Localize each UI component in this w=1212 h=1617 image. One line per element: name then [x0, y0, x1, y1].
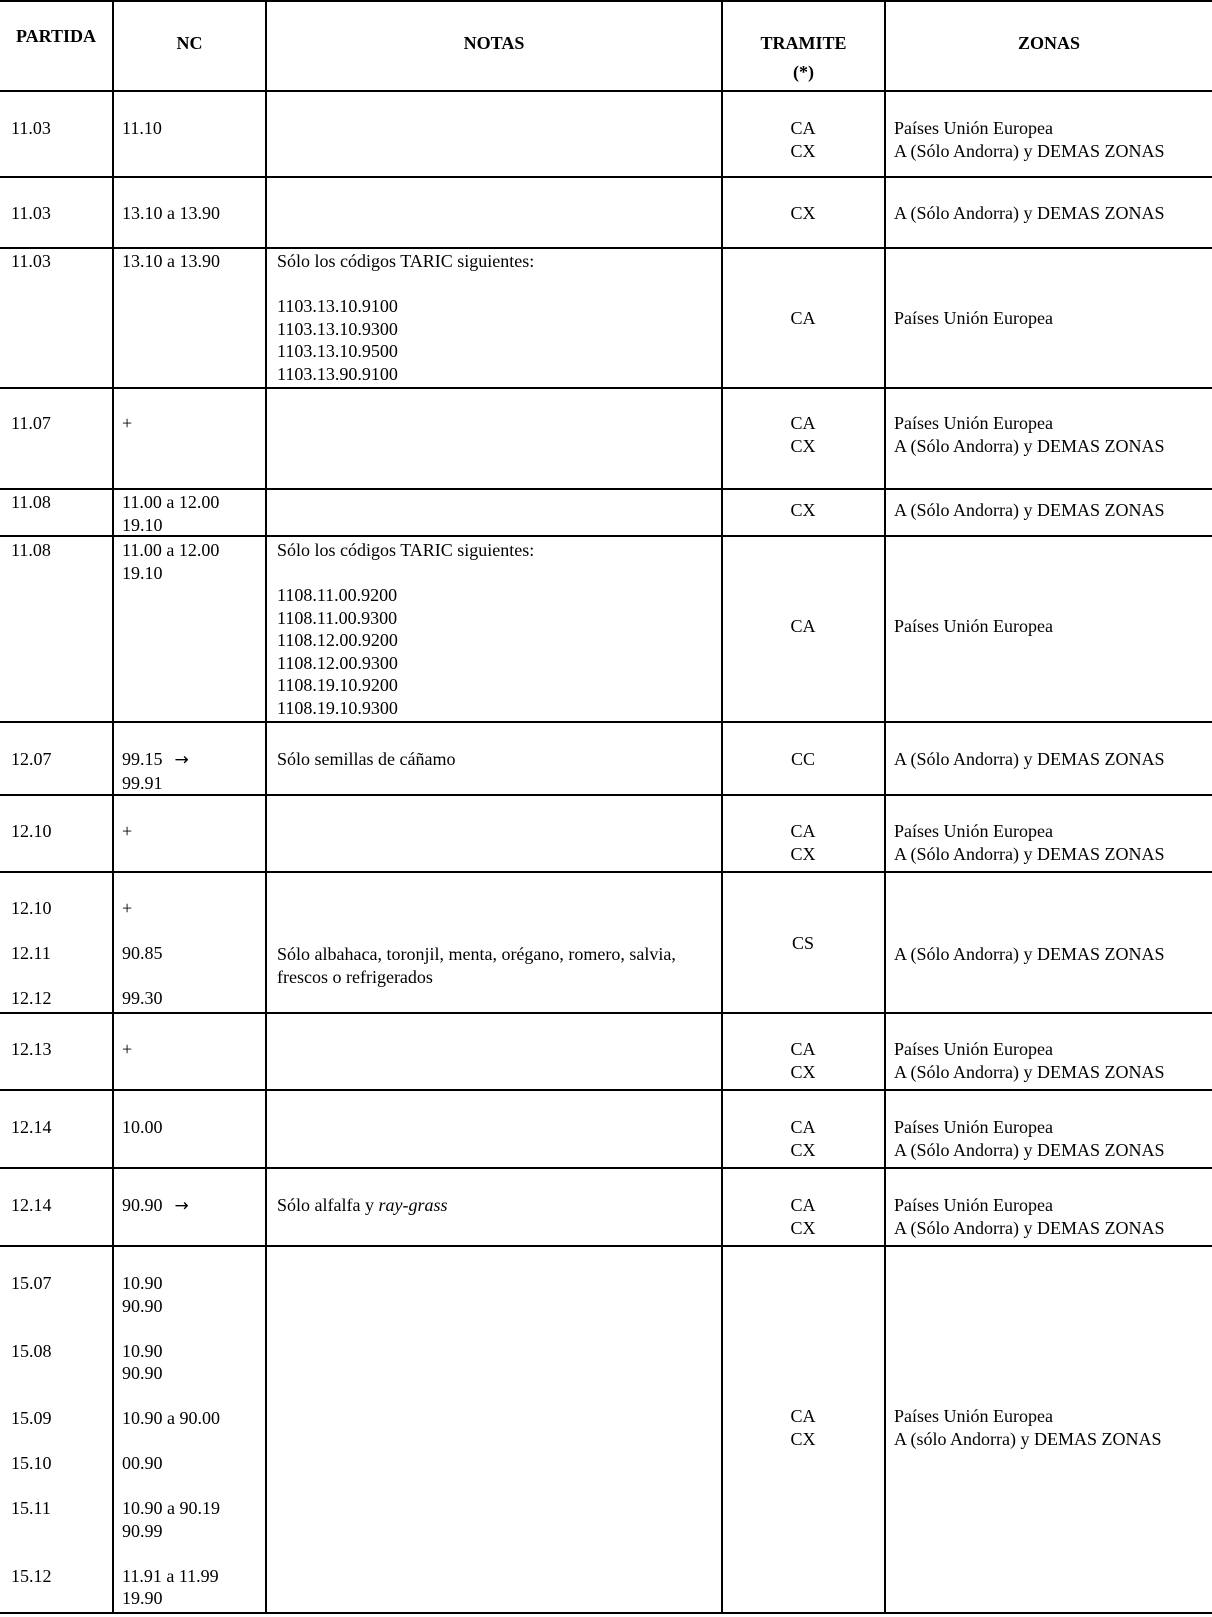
zona-text: A (Sólo Andorra) y DEMAS ZONAS — [894, 1061, 1165, 1082]
nc-code: 19.10 — [122, 514, 163, 535]
header-partida: PARTIDA — [15, 26, 97, 46]
cell-tramite — [722, 820, 884, 865]
cell-nc — [122, 539, 219, 584]
nc-code: 90.90 — [122, 1363, 163, 1383]
partida-code: 12.14 — [11, 1195, 52, 1215]
cell-nc — [122, 897, 163, 1010]
zona-text: Países Unión Europea — [894, 413, 1053, 433]
tramite-code: CX — [790, 203, 816, 223]
column-divider — [265, 0, 267, 1614]
row-divider — [0, 1245, 1212, 1247]
row-divider — [0, 794, 1212, 796]
header-notas: NOTAS — [463, 33, 525, 53]
taric-code: 1108.11.00.9200 — [277, 585, 398, 605]
cell-tramite — [722, 1038, 884, 1083]
nc-code: 11.10 — [122, 118, 162, 138]
zona-text: Países Unión Europea — [894, 1406, 1053, 1426]
nc-code: 11.00 a 12.00 — [122, 540, 220, 560]
partida-code: 15.08 — [11, 1340, 52, 1361]
tramite-code: CX — [790, 1061, 816, 1082]
tramite-code: CS — [791, 933, 815, 953]
tramite-code: CC — [790, 749, 815, 769]
cell-tramite — [722, 615, 884, 638]
tramite-code: CX — [790, 435, 816, 456]
taric-code: 1108.19.10.9200 — [277, 675, 398, 695]
tramite-code: CX — [790, 500, 816, 520]
cell-tramite — [722, 499, 884, 522]
partida-code: 11.08 — [11, 492, 51, 512]
table-border-top — [0, 0, 1212, 2]
cell-zonas — [894, 1194, 1165, 1239]
cell-nc — [122, 820, 132, 843]
partida-code: 15.11 — [11, 1498, 51, 1518]
partida-code: 12.13 — [11, 1039, 52, 1059]
nc-code: 10.00 — [122, 1117, 163, 1137]
cell-notas — [277, 748, 455, 771]
tramite-code: CA — [790, 413, 816, 433]
tramite-code: CA — [790, 821, 816, 841]
nota-text: Sólo alfalfa y — [277, 1195, 379, 1215]
nc-code: 99.91 — [122, 772, 163, 793]
header-divider — [0, 90, 1212, 92]
cell-partida — [11, 1116, 52, 1139]
table-border-bottom — [0, 1612, 1212, 1614]
taric-code: 1108.19.10.9300 — [277, 697, 398, 718]
zona-text: A (Sólo Andorra) y DEMAS ZONAS — [894, 749, 1165, 769]
tramite-code: CX — [790, 140, 816, 161]
nc-code: 11.00 a 12.00 — [122, 492, 220, 512]
partida-code: 15.07 — [11, 1273, 52, 1293]
cell-partida — [11, 748, 52, 771]
header-zonas: ZONAS — [1017, 33, 1080, 53]
cell-tramite — [722, 1116, 884, 1161]
cell-partida — [11, 1194, 52, 1217]
cell-partida — [11, 412, 51, 435]
nc-code: + — [122, 413, 133, 433]
arrow-right-icon: → — [174, 1196, 189, 1216]
partida-code: 12.14 — [11, 1117, 52, 1137]
cell-tramite — [722, 748, 884, 771]
partida-code: 12.12 — [11, 988, 52, 1008]
cell-zonas — [894, 820, 1165, 865]
zona-text: Países Unión Europea — [894, 1195, 1053, 1215]
tramite-code: CX — [790, 1428, 816, 1449]
zona-text: A (Sólo Andorra) y DEMAS ZONAS — [894, 1139, 1165, 1160]
nc-code: + — [122, 898, 133, 918]
cell-nc — [122, 1194, 189, 1218]
row-divider — [0, 488, 1212, 490]
tramite-code: CA — [790, 308, 816, 328]
cell-tramite — [722, 202, 884, 225]
taric-code: 1108.11.00.9300 — [277, 607, 398, 628]
cell-nc — [122, 491, 219, 536]
cell-partida — [11, 117, 51, 140]
row-divider — [0, 247, 1212, 249]
cell-partida — [11, 820, 52, 843]
nota-text: Sólo los códigos TARIC siguientes: — [277, 251, 535, 271]
nota-text: Sólo albahaca, toronjil, menta, orégano, romero, salvia, — [277, 944, 676, 964]
cell-tramite — [722, 117, 884, 162]
cell-zonas — [894, 117, 1165, 162]
cell-tramite — [722, 1405, 884, 1450]
nc-code: 13.10 a 13.90 — [122, 203, 220, 223]
zona-text: A (Sólo Andorra) y DEMAS ZONAS — [894, 435, 1165, 456]
tramite-code: CA — [790, 1039, 816, 1059]
partida-code: 11.03 — [11, 251, 51, 271]
zona-text: Países Unión Europea — [894, 616, 1053, 636]
row-divider — [0, 1167, 1212, 1169]
row-divider — [0, 387, 1212, 389]
zona-text: Países Unión Europea — [894, 308, 1053, 328]
partida-code: 12.07 — [11, 749, 52, 769]
zona-text: Países Unión Europea — [894, 118, 1053, 138]
nc-code: 90.90 — [122, 1195, 163, 1215]
zona-text: A (Sólo Andorra) y DEMAS ZONAS — [894, 1217, 1165, 1238]
nc-code: 90.99 — [122, 1520, 163, 1541]
taric-code: 1108.12.00.9200 — [277, 630, 398, 650]
cell-notas — [277, 539, 534, 719]
cell-partida — [11, 1272, 52, 1587]
cell-zonas — [894, 499, 1165, 522]
arrow-right-icon: → — [174, 750, 189, 770]
nc-code: 00.90 — [122, 1453, 163, 1473]
nc-code: + — [122, 1039, 133, 1059]
cell-partida — [11, 539, 51, 562]
cell-tramite — [722, 412, 884, 457]
partida-code: 12.10 — [11, 898, 52, 918]
zona-text: A (sólo Andorra) y DEMAS ZONAS — [894, 1428, 1162, 1449]
cell-partida — [11, 250, 51, 273]
header-tramite-note: (*) — [793, 62, 814, 82]
partida-code: 11.08 — [11, 540, 51, 560]
partida-code: 15.10 — [11, 1453, 52, 1473]
cell-zonas — [894, 943, 1165, 966]
cell-partida — [11, 202, 51, 225]
nota-italic-text: ray-grass — [378, 1195, 448, 1215]
cell-partida — [11, 491, 51, 514]
nc-code: 10.90 a 90.00 — [122, 1408, 220, 1428]
row-divider — [0, 1089, 1212, 1091]
cell-tramite — [722, 1194, 884, 1239]
cell-zonas — [894, 615, 1053, 638]
header-nc: NC — [176, 33, 203, 53]
zona-text: Países Unión Europea — [894, 821, 1053, 841]
cell-notas — [277, 1194, 448, 1217]
cell-zonas — [894, 1405, 1162, 1450]
nc-code: 10.90 a 90.19 — [122, 1498, 220, 1518]
row-divider — [0, 871, 1212, 873]
tramite-code: CA — [790, 1406, 816, 1426]
nc-code: 13.10 a 13.90 — [122, 251, 220, 271]
zona-text: A (Sólo Andorra) y DEMAS ZONAS — [894, 140, 1165, 161]
cell-nc — [122, 202, 220, 225]
nc-code: 19.90 — [122, 1588, 163, 1608]
cell-nc — [122, 1116, 163, 1139]
cell-nc — [122, 1272, 220, 1610]
nc-code: 19.10 — [122, 562, 163, 583]
zona-text: A (Sólo Andorra) y DEMAS ZONAS — [894, 944, 1165, 964]
taric-code: 1103.13.10.9300 — [277, 318, 398, 339]
taric-code: 1103.13.10.9100 — [277, 296, 398, 316]
nc-code: 11.91 a 11.99 — [122, 1565, 219, 1586]
taric-code: 1108.12.00.9300 — [277, 652, 398, 673]
column-divider — [721, 0, 723, 1614]
cell-zonas — [894, 748, 1165, 771]
partida-code: 12.11 — [11, 943, 51, 963]
nota-text: frescos o refrigerados — [277, 966, 433, 987]
nc-code: 10.90 — [122, 1273, 163, 1293]
partida-code: 12.10 — [11, 821, 52, 841]
column-divider — [112, 0, 114, 1614]
partida-code: 11.03 — [11, 203, 51, 223]
zona-text: A (Sólo Andorra) y DEMAS ZONAS — [894, 843, 1165, 864]
header-tramite — [723, 29, 884, 87]
nc-code: 99.30 — [122, 988, 163, 1008]
cell-zonas — [894, 307, 1053, 330]
nota-text: Sólo semillas de cáñamo — [277, 749, 456, 769]
nc-code: + — [122, 821, 133, 841]
zona-text: A (Sólo Andorra) y DEMAS ZONAS — [894, 500, 1165, 520]
partida-code: 15.09 — [11, 1408, 52, 1428]
taric-code: 1103.13.10.9500 — [277, 341, 398, 361]
nc-code: 90.85 — [122, 943, 163, 963]
row-divider — [0, 176, 1212, 178]
tramite-code: CA — [790, 616, 816, 636]
cell-nc — [122, 250, 220, 273]
row-divider — [0, 721, 1212, 723]
cell-notas — [277, 250, 534, 385]
nota-text: Sólo los códigos TARIC siguientes: — [277, 540, 535, 560]
row-divider — [0, 1012, 1212, 1014]
partida-code: 11.07 — [11, 413, 51, 433]
cell-tramite — [722, 307, 884, 330]
column-divider — [884, 0, 886, 1614]
tramite-code: CX — [790, 1217, 816, 1238]
header-tramite-label: TRAMITE — [760, 33, 847, 53]
partida-code: 15.12 — [11, 1565, 52, 1586]
nc-code: 90.90 — [122, 1295, 163, 1316]
cell-partida — [11, 897, 52, 1010]
cell-tramite — [722, 932, 884, 955]
cell-partida — [11, 1038, 52, 1061]
zona-text: Países Unión Europea — [894, 1117, 1053, 1137]
nc-code: 10.90 — [122, 1340, 163, 1361]
tramite-code: CA — [790, 1117, 816, 1137]
cell-zonas — [894, 1038, 1165, 1083]
nc-code: 99.15 — [122, 749, 163, 769]
cell-nc — [122, 412, 132, 435]
cell-nc — [122, 748, 189, 794]
cell-notas — [277, 943, 676, 988]
cell-zonas — [894, 412, 1165, 457]
cell-zonas — [894, 202, 1165, 225]
tramite-code: CA — [790, 1195, 816, 1215]
cell-zonas — [894, 1116, 1165, 1161]
tramite-code: CX — [790, 843, 816, 864]
zona-text: Países Unión Europea — [894, 1039, 1053, 1059]
zona-text: A (Sólo Andorra) y DEMAS ZONAS — [894, 203, 1165, 223]
partida-code: 11.03 — [11, 118, 51, 138]
taric-code: 1103.13.90.9100 — [277, 363, 398, 384]
tramite-code: CX — [790, 1139, 816, 1160]
cell-nc — [122, 117, 162, 140]
cell-nc — [122, 1038, 132, 1061]
tramite-code: CA — [790, 118, 816, 138]
